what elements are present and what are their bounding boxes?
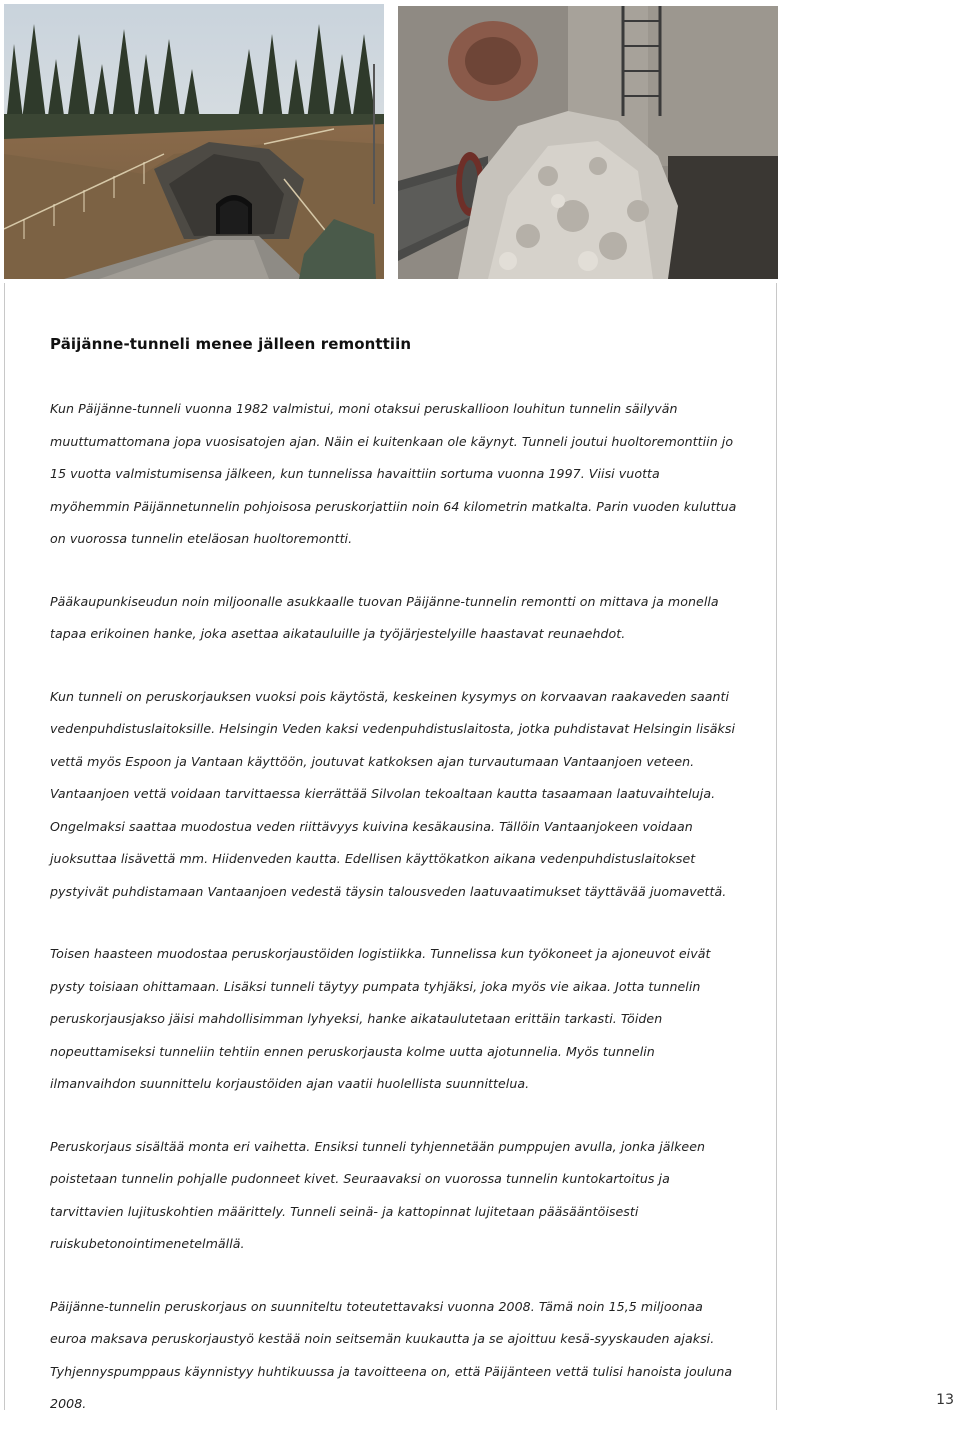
- tunnel-pipe-rubble-illustration: [398, 6, 778, 279]
- article: [50, 335, 740, 1451]
- page-frame-right-line: [776, 283, 777, 1410]
- page-number: 13: [936, 1392, 954, 1408]
- article-paragraph: Kun Päijänne-tunneli vuonna 1982 valmistui, moni otaksui peruskallioon louhitun tunnelin säilyvän muuttumattomana jopa vuosisatojen ajan. Näin ei kuitenkaan ole käynyt. Tunneli joutui huoltoremonttiin jo 15 vuotta valmistumisensa jälkeen, kun tunnelissa havaittiin sortuma vuonna 1997. Viisi vuotta myöhemmin Päijännetunnelin pohjoisosa peruskorjattiin noin 64 kilometrin matkalta. Parin vuoden kuluttua on vuorossa tunnelin eteläosan huoltoremontti.: [50, 401, 737, 546]
- article-paragraph: Toisen haasteen muodostaa peruskorjaustöiden logistiikka. Tunnelissa kun työkoneet ja ajoneuvot eivät pysty toisiaan ohittamaan. Lisäksi tunneli täytyy pumpata tyhjäksi, joka myös vie aikaa. Jotta tunnelin peruskorjausjakso jäisi mahdollisimman lyhyeksi, hanke aikataulutetaan erittäin tarkasti. Töiden nopeuttamiseksi tunneliin tehtiin ennen peruskorjausta kolme uutta ajotunnelia. Myös tunnelin ilmanvaihdon suunnittelu korjaustöiden ajan vaatii huolellista suunnittelua.: [50, 946, 711, 1091]
- page-frame-left-line: [4, 283, 5, 1410]
- article-title: Päijänne-tunneli menee jälleen remonttiin: [50, 335, 412, 353]
- article-paragraph: Kun tunneli on peruskorjauksen vuoksi pois käytöstä, keskeinen kysymys on korvaavan raakaveden saanti vedenpuhdistuslaitoksille. Helsingin Veden kaksi vedenpuhdistuslaitosta, jotka puhdistavat Helsingin lisäksi vettä myös Espoon ja Vantaan käyttöön, joutuvat katkoksen ajan turvautumaan Vantaanjoen veteen. Vantaanjoen vettä voidaan tarvittaessa kierrättää Silvolan tekoaltaan kautta tasaamaan laatuvaihteluja. Ongelmaksi saattaa muodostua veden riittävyys kuivina kesäkausina. Tällöin Vantaanjokeen voidaan juoksuttaa lisävettä mm. Hiidenveden kautta. Edellisen käyttökatkon aikana vedenpuhdistuslaitokset pystyivät puhdistamaan Vantaanjoen vedestä täysin talousveden laatuvaatimukset täyttävää juomavettä.: [50, 688, 736, 899]
- article-paragraph: Peruskorjaus sisältää monta eri vaihetta. Ensiksi tunneli tyhjennetään pumppujen avulla, jonka jälkeen poistetaan tunnelin pohjalle pudonneet kivet. Seuraavaksi on vuorossa tunnelin kuntokartoitus ja tarvittavien lujituskohtien määrittely. Tunneli seinä- ja kattopinnat lujitetaan pääsääntöisesti ruiskubetonointimenetelmällä.: [50, 1138, 706, 1251]
- tunnel-entrance-photo: [4, 4, 384, 279]
- article-paragraph: Päijänne-tunnelin peruskorjaus on suunniteltu toteutettavaksi vuonna 2008. Tämä noin 15,5 miljoonaa euroa maksava peruskorjaustyö kestää noin seitsemän kuukautta ja se ajoittuu kesä-syyskauden ajaksi. Tyhjennyspumppaus käynnistyy huhtikuussa ja tavoitteena on, että Päijänteen vettä tulisi hanoista jouluna 2008.: [50, 1298, 733, 1411]
- tunnel-pipe-rubble-photo: [398, 6, 778, 279]
- article-paragraph: Pääkaupunkiseudun noin miljoonalle asukkaalle tuovan Päijänne-tunnelin remontti on mittava ja monella tapaa erikoinen hanke, joka asettaa aikatauluille ja työjärjestelyille haastavat reunaehdot.: [50, 593, 719, 641]
- tunnel-entrance-illustration: [4, 4, 384, 279]
